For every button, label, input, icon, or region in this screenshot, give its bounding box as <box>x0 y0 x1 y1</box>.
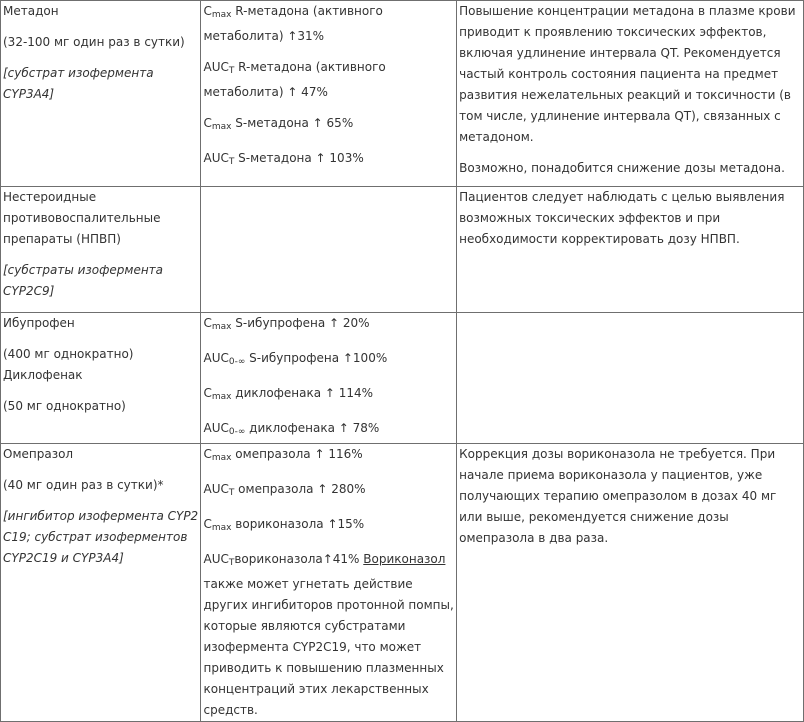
drug-cell <box>1 1 201 187</box>
recommendation-text: Коррекция дозы вориконазола не требуется. При начале приема вориконазола у пациентов, уже получающих терапию омепразолом в дозах 40 мг или выше, рекомендуется снижение дозы омепразола в два раза. <box>459 447 777 545</box>
effects-cell: $C_{max}$ S-ибупрофена ↑ 20% $AUC_{0-\infty}$ S-ибупрофена ↑100% $C_{max}$ диклофенака ↑ 114% $AUC_{0-\infty}$ диклофенака ↑ 78% <box>201 313 457 444</box>
drug-name-2: Диклофенак <box>3 368 83 382</box>
effect-text: омепразола ↑ 116% <box>231 447 363 461</box>
effect-text: S-метадона ↑ 103% <box>234 151 364 165</box>
drug-dose-2: (50 мг однократно) <box>3 399 126 413</box>
recommendation-cell <box>457 313 804 444</box>
effect-text: S-ибупрофена ↑ 20% <box>231 316 370 330</box>
recommendation-text: Пациентов следует наблюдать с целью выявления возможных токсических эффектов и при необходимости корректировать дозу НПВП. <box>459 190 785 246</box>
effect-text: S-ибупрофена ↑100% <box>245 351 388 365</box>
effect-text: вориконазола ↑15% <box>231 517 365 531</box>
drug-dose: (400 мг однократно) <box>3 347 134 361</box>
recommendation-text: Возможно, понадобится снижение дозы метадона. <box>459 161 785 175</box>
drug-cell <box>1 313 201 444</box>
drug-note: [субстраты изофермента CYP2C9] <box>3 263 164 298</box>
effects-cell: $C_{max}$ R-метадона (активного метаболита) ↑31% $AUC_T$ R-метадона (активного метаболита) ↑ 47% $C_{max}$ S-метадона ↑ 65% $AUC_T$ S-метадона ↑ 103% <box>201 1 457 187</box>
drug-dose: (32-100 мг один раз в сутки) <box>3 35 185 49</box>
drug-dose: (40 мг один раз в сутки)* <box>3 478 164 492</box>
voriconazole-link[interactable]: Вориконазол <box>363 552 446 566</box>
drug-name: Ибупрофен <box>3 316 75 330</box>
effect-text: R-метадона (активного метаболита) ↑31% <box>203 4 383 43</box>
table-row <box>1 444 804 722</box>
effects-cell <box>201 187 457 313</box>
drug-note: [ингибитор изофермента CYP2 C19; субстрат изоферментов CYP2C19 и CYP3A4] <box>3 509 199 565</box>
effect-text: вориконазола↑41% <box>234 552 364 566</box>
drug-cell <box>1 187 201 313</box>
recommendation-cell <box>457 1 804 187</box>
recommendation-cell <box>457 187 804 313</box>
drug-cell <box>1 444 201 722</box>
effects-cell: $C_{max}$ омепразола ↑ 116% $AUC_T$ омепразола ↑ 280% $C_{max}$ вориконазола ↑15% $AUC_Tвориконазола↑41\%$ Вориконазол также может угнетать действие других ингибиторов протонной помпы, которые являются субстратами изофермента CYP2C19, что может приводить к повышению плазменных концентраций этих лекарственных средств. <box>201 444 457 722</box>
drug-name: Метадон <box>3 4 59 18</box>
effect-text: S-метадона ↑ 65% <box>231 116 354 130</box>
drug-name: Нестероидные противовоспалительные препараты (НПВП) <box>3 190 161 246</box>
table-row <box>1 313 804 444</box>
effect-text-continued: также может угнетать действие других ингибиторов протонной помпы, которые являются субстратами изофермента CYP2C19, что может приводить к повышению плазменных концентраций этих лекарственных средств. <box>203 577 454 717</box>
effect-text: омепразола ↑ 280% <box>234 482 366 496</box>
recommendation-text: Повышение концентрации метадона в плазме крови приводит к проявлению токсических эффектов, включая удлинение интервала QT. Рекомендуется частый контроль состояния пациента на предмет развития нежелательных реакций и токсичности (в том числе, удлинение интервала QT), связанных с метадоном. <box>459 4 796 144</box>
table-row <box>1 1 804 187</box>
drug-note: [субстрат изофермента CYP3A4] <box>3 66 154 101</box>
effect-text: диклофенака ↑ 78% <box>245 421 380 435</box>
effect-text: R-метадона (активного метаболита) ↑ 47% <box>203 60 386 99</box>
effect-text: диклофенака ↑ 114% <box>231 386 374 400</box>
table-row <box>1 187 804 313</box>
drug-name: Омепразол <box>3 447 74 461</box>
recommendation-cell <box>457 444 804 722</box>
